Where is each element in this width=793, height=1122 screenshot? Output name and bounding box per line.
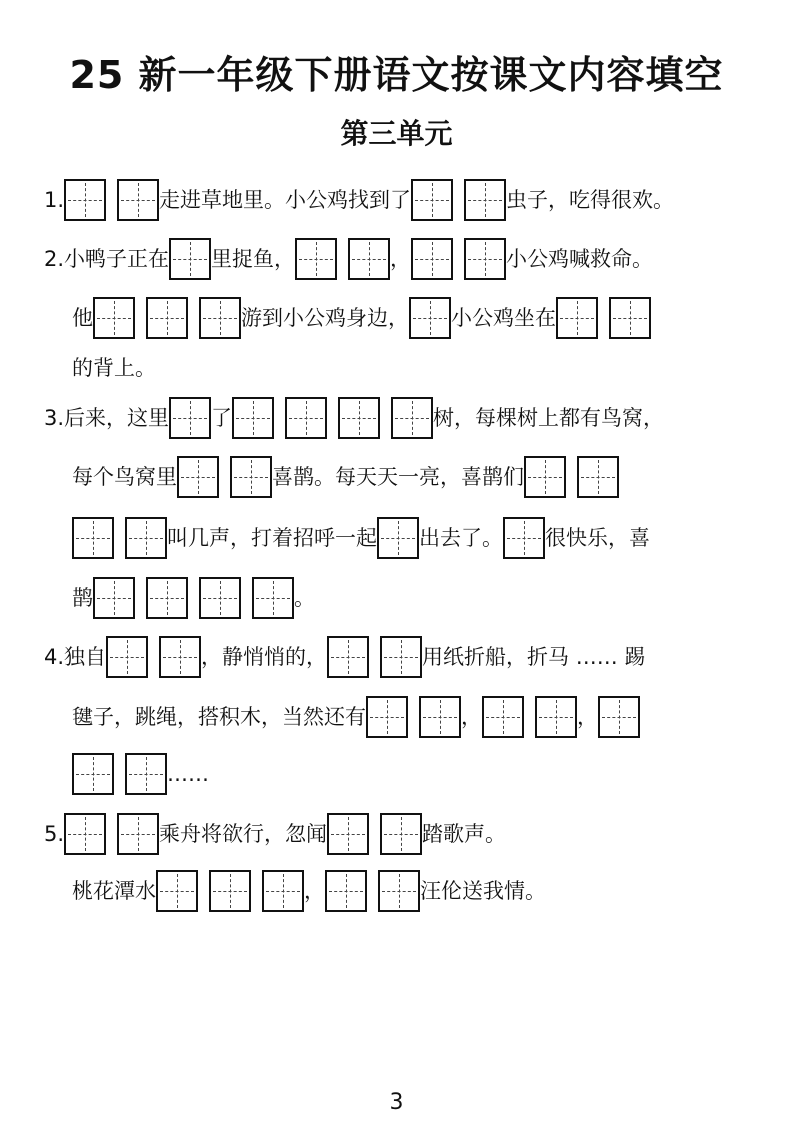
exercise-line [72,295,651,341]
exercise-text: 踏歌声。 [422,822,507,846]
exercise-text: 他 [72,306,93,330]
answer-box[interactable] [230,456,272,498]
exercise-text: 3.后来，这里 [44,406,170,430]
answer-box[interactable] [146,297,188,339]
answer-box-group [325,870,420,912]
exercise-text: 5. [44,822,65,846]
answer-box[interactable] [327,636,369,678]
answer-box-group [503,517,545,559]
answer-box[interactable] [169,397,211,439]
answer-box-group [72,753,167,795]
exercise-text: 喜鹊。每天天一亮，喜鹊们 [272,465,524,489]
answer-box[interactable] [380,636,422,678]
exercise-text: 树，每棵树上都有鸟窝， [433,406,665,430]
answer-box[interactable] [125,517,167,559]
exercise-text: 小公鸡坐在 [451,306,556,330]
answer-box[interactable] [262,870,304,912]
exercise-text: 游到小公鸡身边， [241,306,409,330]
answer-box[interactable] [503,517,545,559]
answer-box-group [93,297,241,339]
exercise-line [72,694,640,740]
answer-box[interactable] [464,238,506,280]
answer-box-group [482,696,577,738]
exercise-text: 每个鸟窝里 [72,465,177,489]
answer-box[interactable] [199,577,241,619]
answer-box[interactable] [598,696,640,738]
exercise-line [72,454,619,500]
answer-box-group [156,870,304,912]
answer-box-group [556,297,651,339]
answer-box[interactable] [64,179,106,221]
exercise-line [44,634,645,680]
answer-box[interactable] [366,696,408,738]
answer-box-group [64,179,159,221]
answer-box-group [366,696,461,738]
answer-box[interactable] [295,238,337,280]
exercise-text: 4.独自 [44,645,107,669]
answer-box[interactable] [199,297,241,339]
answer-box-group [232,397,433,439]
answer-box[interactable] [556,297,598,339]
answer-box[interactable] [117,179,159,221]
exercise-text: 汪伦送我情。 [420,879,546,903]
exercise-text: 。 [294,586,315,610]
exercise-text: 了 [211,406,233,430]
answer-box[interactable] [252,577,294,619]
answer-box[interactable] [338,397,380,439]
exercise-text: 叫几声，打着招呼一起 [167,526,377,550]
page-number: 3 [389,1090,404,1115]
answer-box[interactable] [577,456,619,498]
answer-box-group [177,456,272,498]
answer-box[interactable] [232,397,274,439]
answer-box[interactable] [64,813,106,855]
answer-box-group [377,517,419,559]
answer-box[interactable] [409,297,451,339]
answer-box[interactable] [391,397,433,439]
answer-box[interactable] [93,577,135,619]
answer-box[interactable] [106,636,148,678]
answer-box-group [64,813,159,855]
answer-box-group [327,636,422,678]
exercise-line [72,345,156,391]
answer-box-group [169,397,211,439]
exercise-line [44,236,653,282]
answer-box[interactable] [209,870,251,912]
exercise-text: 桃花潭水 [72,879,156,903]
exercise-line [44,811,506,857]
answer-box[interactable] [609,297,651,339]
answer-box[interactable] [125,753,167,795]
exercise-text: 里捉鱼， [211,247,296,271]
exercise-text: 虫子，吃得很欢。 [506,188,675,212]
answer-box[interactable] [482,696,524,738]
exercise-line [44,177,674,223]
answer-box[interactable] [72,517,114,559]
exercise-text: ， [461,705,482,729]
page-title: 25 新一年级下册语文按课文内容填空 [69,53,724,97]
exercise-text: 小公鸡喊救命。 [506,247,654,271]
answer-box[interactable] [93,297,135,339]
answer-box[interactable] [524,456,566,498]
exercise-text: ， [304,879,325,903]
answer-box[interactable] [411,238,453,280]
exercise-text: 毽子，跳绳，搭积木，当然还有 [72,705,366,729]
exercise-text: 2.小鸭子正在 [44,247,170,271]
answer-box-group [72,517,167,559]
exercise-line [72,575,315,621]
answer-box-group [169,238,211,280]
answer-box[interactable] [117,813,159,855]
exercise-text: 走进草地里。小公鸡找到了 [159,188,412,212]
answer-box-group [409,297,451,339]
answer-box[interactable] [285,397,327,439]
answer-box[interactable] [535,696,577,738]
exercise-text: ， [390,247,412,271]
answer-box-group [524,456,619,498]
answer-box[interactable] [146,577,188,619]
answer-box[interactable] [464,179,506,221]
answer-box[interactable] [377,517,419,559]
exercise-text: ， [577,705,598,729]
exercise-text: ，静悄悄的， [201,645,328,669]
exercise-text: 出去了。 [419,526,503,550]
answer-box[interactable] [156,870,198,912]
exercise-text: …… [167,762,209,786]
answer-box[interactable] [169,238,211,280]
answer-box[interactable] [378,870,420,912]
exercise-text: 乘舟将欲行，忽闻 [159,822,328,846]
exercise-text: 很快乐，喜 [545,526,650,550]
answer-box[interactable] [327,813,369,855]
exercise-text: 1. [44,188,65,212]
answer-box-group [295,238,390,280]
answer-box[interactable] [159,636,201,678]
answer-box[interactable] [177,456,219,498]
exercise-line [72,751,209,797]
answer-box[interactable] [380,813,422,855]
answer-box-group [327,813,422,855]
answer-box[interactable] [72,753,114,795]
unit-title: 第三单元 [340,117,453,150]
answer-box[interactable] [411,179,453,221]
answer-box-group [411,238,506,280]
exercise-text: 的背上。 [72,356,156,380]
exercise-line [72,515,650,561]
answer-box[interactable] [348,238,390,280]
answer-box-group [93,577,294,619]
exercise-text: 用纸折船，折马 …… 踢 [422,645,646,669]
exercise-text: 鹊 [72,586,93,610]
answer-box-group [411,179,506,221]
exercise-line [44,395,664,441]
answer-box-group [106,636,201,678]
answer-box[interactable] [325,870,367,912]
answer-box[interactable] [419,696,461,738]
exercise-line [72,868,546,914]
answer-box-group [598,696,640,738]
